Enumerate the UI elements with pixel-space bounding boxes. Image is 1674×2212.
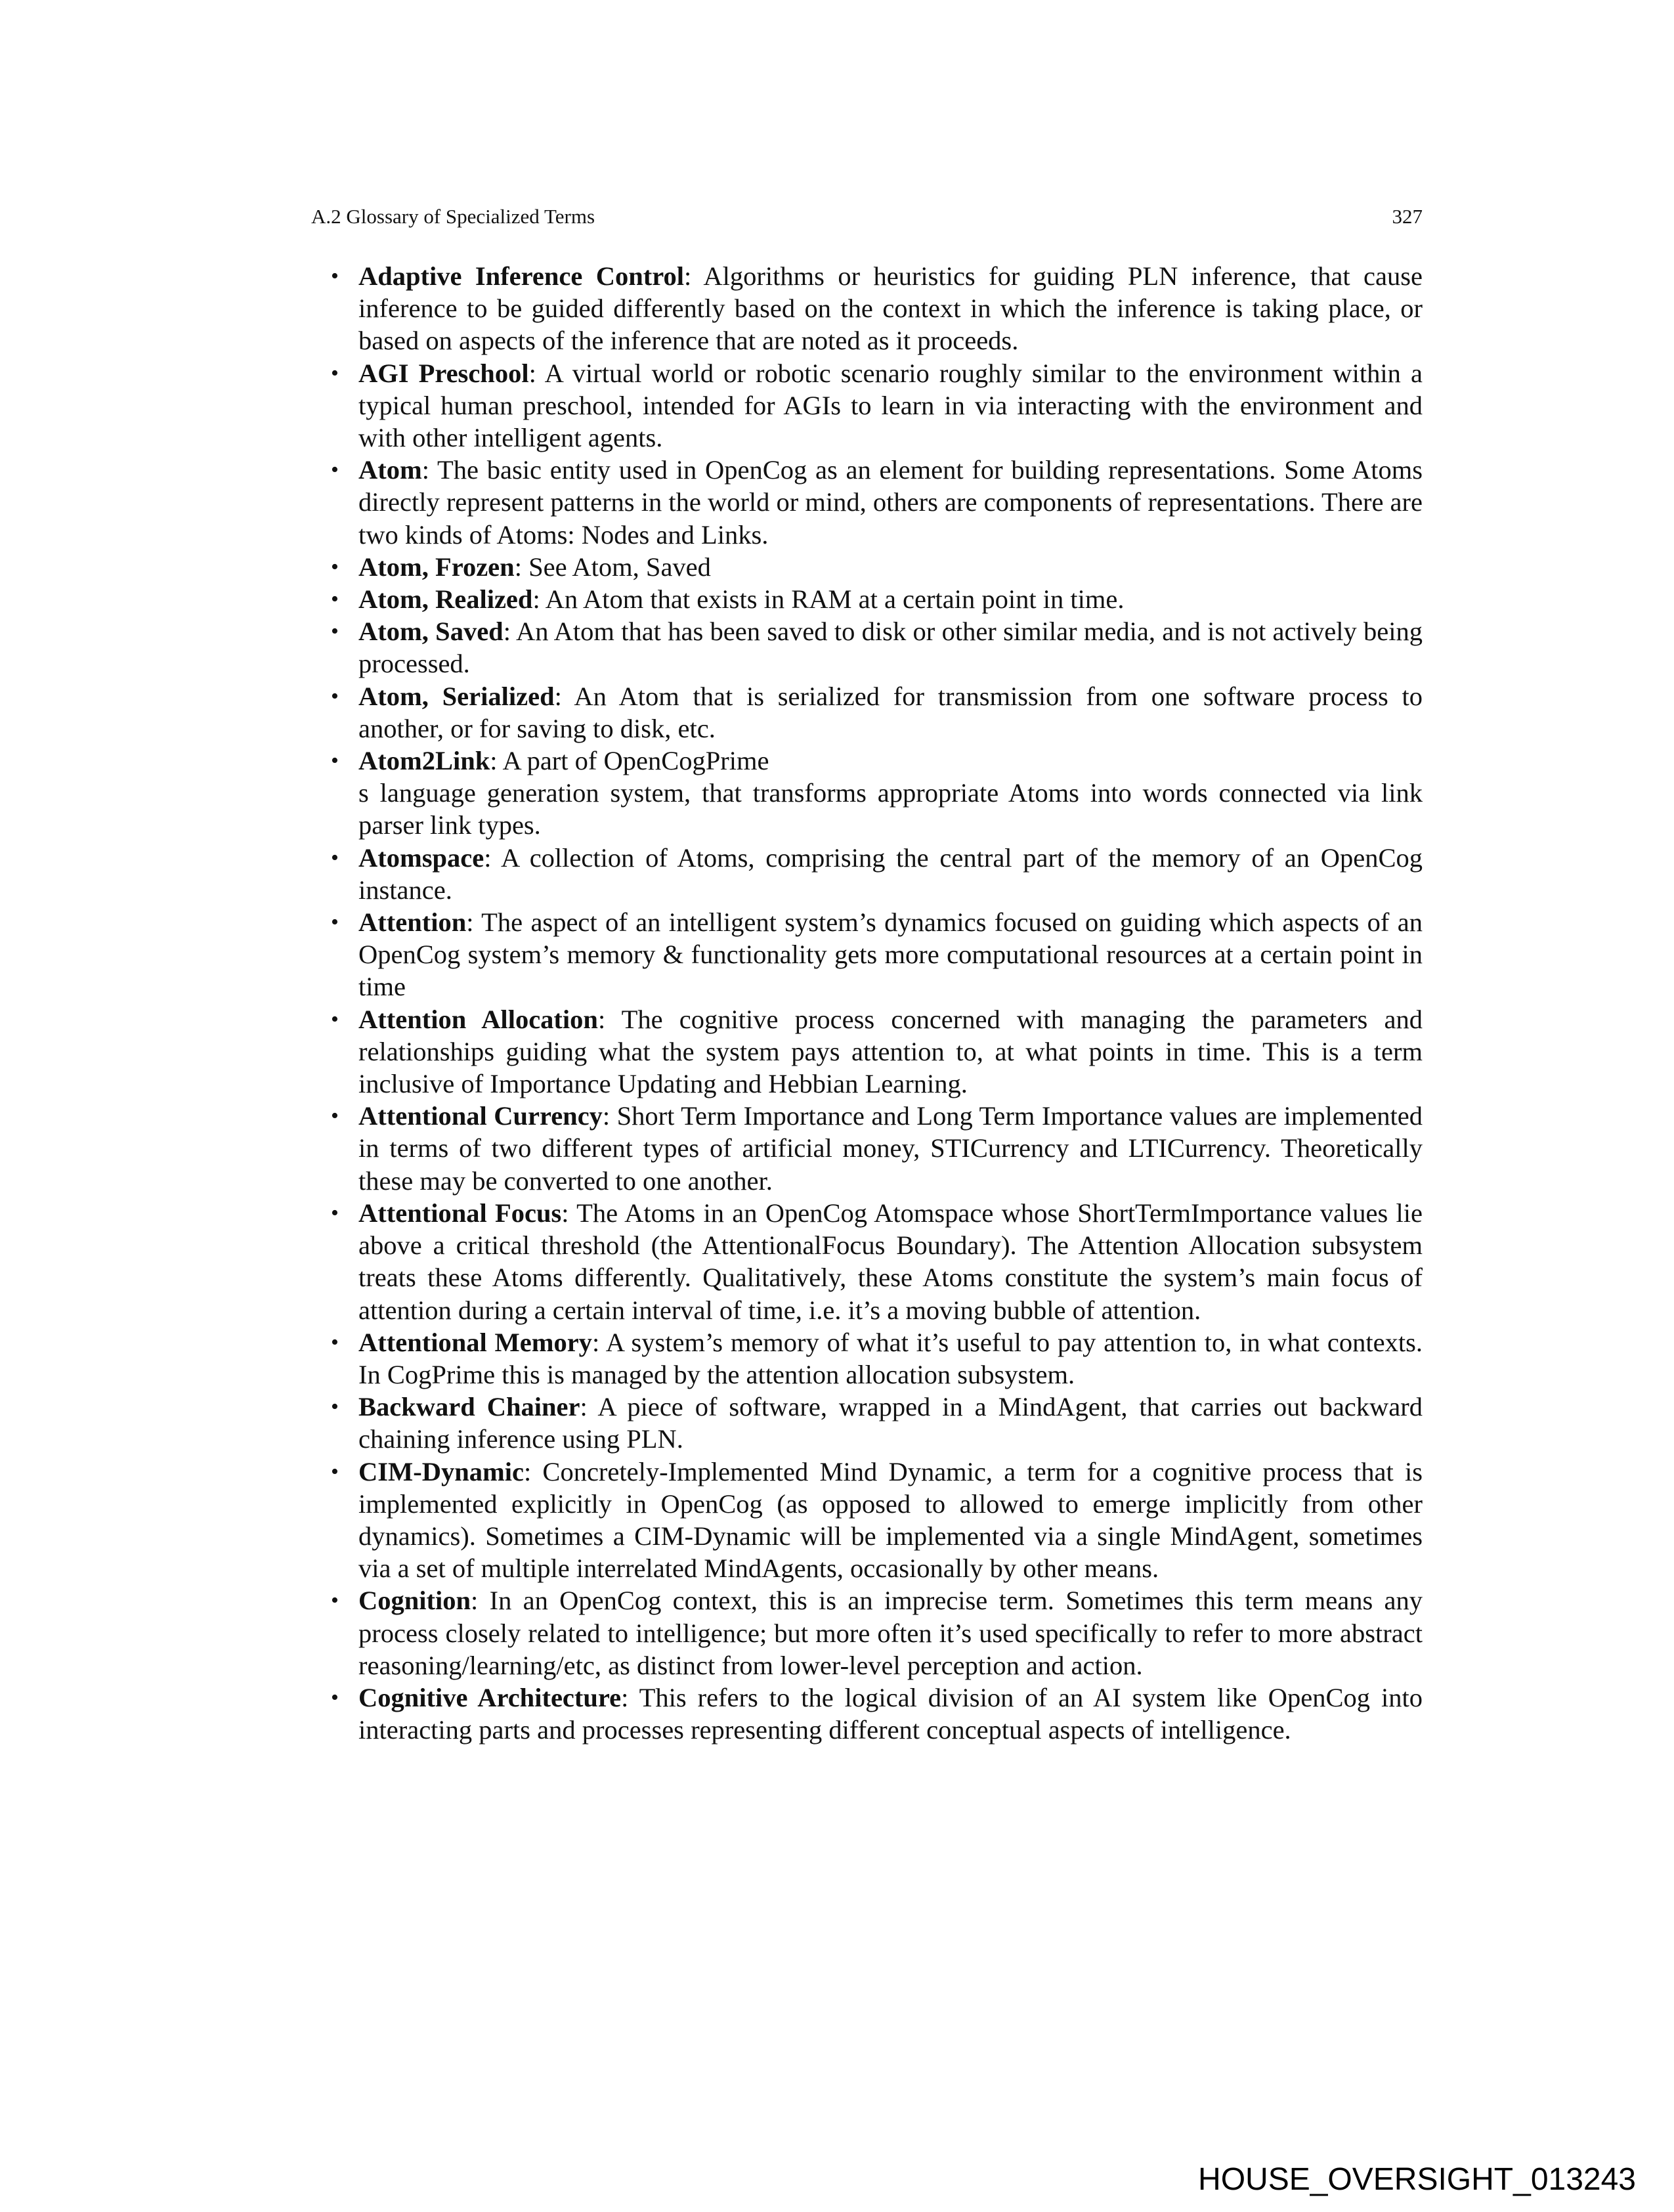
- bullet-icon: •: [331, 264, 339, 288]
- bullet-icon: •: [331, 748, 339, 773]
- glossary-entry: [311, 1100, 1423, 1197]
- bullet-icon: •: [331, 1459, 339, 1484]
- glossary-term: Atom, Serialized: [358, 681, 555, 711]
- glossary-definition: : Algorithms or heuristics for guiding PLN inference, that cause inference to be guided differently based on the context in which the inference is taking place, or based on aspects of the inference that are noted as it proceeds.: [358, 261, 1423, 356]
- glossary-definition: : The basic entity used in OpenCog as an element for building representations. Some Atoms directly represent patterns in the world or mind, others are components of representations. There are two kinds of Atoms: Nodes and Links.: [358, 455, 1423, 550]
- glossary-term: Atom, Frozen: [358, 552, 515, 582]
- bullet-icon: •: [331, 1588, 339, 1613]
- glossary-entry: [311, 1003, 1423, 1100]
- glossary-definition: : A piece of software, wrapped in a MindAgent, that carries out backward chaining inference using PLN.: [358, 1392, 1423, 1454]
- glossary-term: CIM-Dynamic: [358, 1456, 524, 1486]
- glossary-entry: [311, 1391, 1423, 1455]
- glossary-entry: [311, 745, 1423, 842]
- bullet-icon: •: [331, 683, 339, 708]
- glossary-term: Atom: [358, 455, 422, 485]
- glossary-term: Atom, Saved: [358, 617, 504, 647]
- glossary-entry: [311, 842, 1423, 906]
- glossary-definition: : Short Term Importance and Long Term Importance values are implemented in terms of two different types of artificial money, STICurrency and LTICurrency. Theoretically these may be converted to one another.: [358, 1101, 1423, 1196]
- glossary-entry: [311, 551, 1423, 583]
- glossary-entry: [311, 615, 1423, 680]
- section-title: A.2 Glossary of Specialized Terms: [311, 205, 595, 228]
- glossary-entry: [311, 1197, 1423, 1326]
- glossary-entry: [311, 583, 1423, 615]
- glossary-term: Attentional Currency: [358, 1101, 603, 1131]
- glossary-definition: : In an OpenCog context, this is an imprecise term. Sometimes this term means any process closely related to intelligence; but more often it’s used specifically to refer to more abstract reasoning/learning/etc, as distinct from lower-level perception and action.: [358, 1586, 1423, 1680]
- bates-stamp: HOUSE_OVERSIGHT_013243: [1198, 2162, 1636, 2197]
- bullet-icon: •: [331, 587, 339, 612]
- glossary-definition: : An Atom that has been saved to disk or other similar media, and is not actively being processed.: [358, 617, 1423, 679]
- glossary-definition: : A virtual world or robotic scenario roughly similar to the environment within a typical human preschool, intended for AGIs to learn in via interacting with the environment and with other intelligent agents.: [358, 358, 1423, 453]
- glossary-definition: : See Atom, Saved: [514, 552, 711, 582]
- glossary-entry: [311, 680, 1423, 745]
- running-header: [311, 205, 1423, 228]
- bullet-icon: •: [331, 1104, 339, 1129]
- glossary-term: Adaptive Inference Control: [358, 261, 685, 291]
- page-number: 327: [1392, 205, 1423, 228]
- glossary-entry: [311, 260, 1423, 357]
- glossary-term: Attentional Focus: [358, 1198, 562, 1228]
- glossary-entry: [311, 906, 1423, 1003]
- bullet-icon: •: [331, 910, 339, 935]
- glossary-definition: : An Atom that is serialized for transmission from one software process to another, or for saving to disk, etc.: [358, 681, 1423, 743]
- glossary-entry: [311, 357, 1423, 454]
- bullet-icon: •: [331, 554, 339, 579]
- bullet-icon: •: [331, 1330, 339, 1355]
- glossary-term: Atom2Link: [358, 746, 490, 776]
- glossary-entry: [311, 454, 1423, 551]
- glossary-term: Attention: [358, 907, 467, 938]
- bullet-icon: •: [331, 1200, 339, 1225]
- glossary-definition: : The cognitive process concerned with managing the parameters and relationships guiding what the system pays attention to, at what points in time. This is a term inclusive of Importance Updating and Hebbian Learning.: [358, 1004, 1423, 1099]
- glossary-definition: : A system’s memory of what it’s useful to pay attention to, in what contexts. In CogPrime this is managed by the attention allocation subsystem.: [358, 1327, 1423, 1389]
- glossary-term: Backward Chainer: [358, 1392, 580, 1422]
- glossary-definition: : An Atom that exists in RAM at a certain point in time.: [532, 584, 1125, 615]
- glossary-term: Attention Allocation: [358, 1004, 598, 1034]
- glossary-list: [311, 260, 1423, 1746]
- bullet-icon: •: [331, 458, 339, 483]
- bullet-icon: •: [331, 1395, 339, 1420]
- glossary-definition: : A collection of Atoms, comprising the central part of the memory of an OpenCog instance.: [358, 842, 1423, 905]
- bullet-icon: •: [331, 845, 339, 870]
- glossary-definition: : The aspect of an intelligent system’s dynamics focused on guiding which aspects of an OpenCog system’s memory & functionality gets more computational resources at a certain point in time: [358, 907, 1423, 1002]
- bullet-icon: •: [331, 360, 339, 385]
- glossary-term: Cognitive Architecture: [358, 1682, 622, 1712]
- glossary-entry: [311, 1584, 1423, 1681]
- bullet-icon: •: [331, 1007, 339, 1031]
- bullet-icon: •: [331, 619, 339, 644]
- bullet-icon: •: [331, 1685, 339, 1710]
- glossary-definition-continued: s language generation system, that transforms appropriate Atoms into words connected via link parser link types.: [358, 778, 1423, 840]
- glossary-term: Attentional Memory: [358, 1327, 592, 1357]
- glossary-entry: [311, 1681, 1423, 1746]
- glossary-definition: : This refers to the logical division of an AI system like OpenCog into interacting parts and processes representing different conceptual aspects of intelligence.: [358, 1682, 1423, 1745]
- glossary-term: Cognition: [358, 1586, 471, 1616]
- glossary-definition: : A part of OpenCogPrime: [490, 746, 769, 776]
- glossary-entry: [311, 1326, 1423, 1391]
- glossary-term: Atom, Realized: [358, 584, 533, 615]
- glossary-definition: : The Atoms in an OpenCog Atomspace whose ShortTermImportance values lie above a critical threshold (the AttentionalFocus Boundary). The Attention Allocation subsystem treats these Atoms differently. Qualitatively, these Atoms constitute the system’s main focus of attention during a certain interval of time, i.e. it’s a moving bubble of attention.: [358, 1198, 1423, 1325]
- glossary-definition: : Concretely-Implemented Mind Dynamic, a term for a cognitive process that is implemented explicitly in OpenCog (as opposed to allowed to emerge implicitly from other dynamics). Sometimes a CIM-Dynamic will be implemented via a single MindAgent, sometimes via a set of multiple interrelated MindAgents, occasionally by other means.: [358, 1456, 1423, 1584]
- glossary-term: AGI Preschool: [358, 358, 529, 388]
- glossary-entry: [311, 1456, 1423, 1585]
- glossary-term: Atomspace: [358, 842, 484, 873]
